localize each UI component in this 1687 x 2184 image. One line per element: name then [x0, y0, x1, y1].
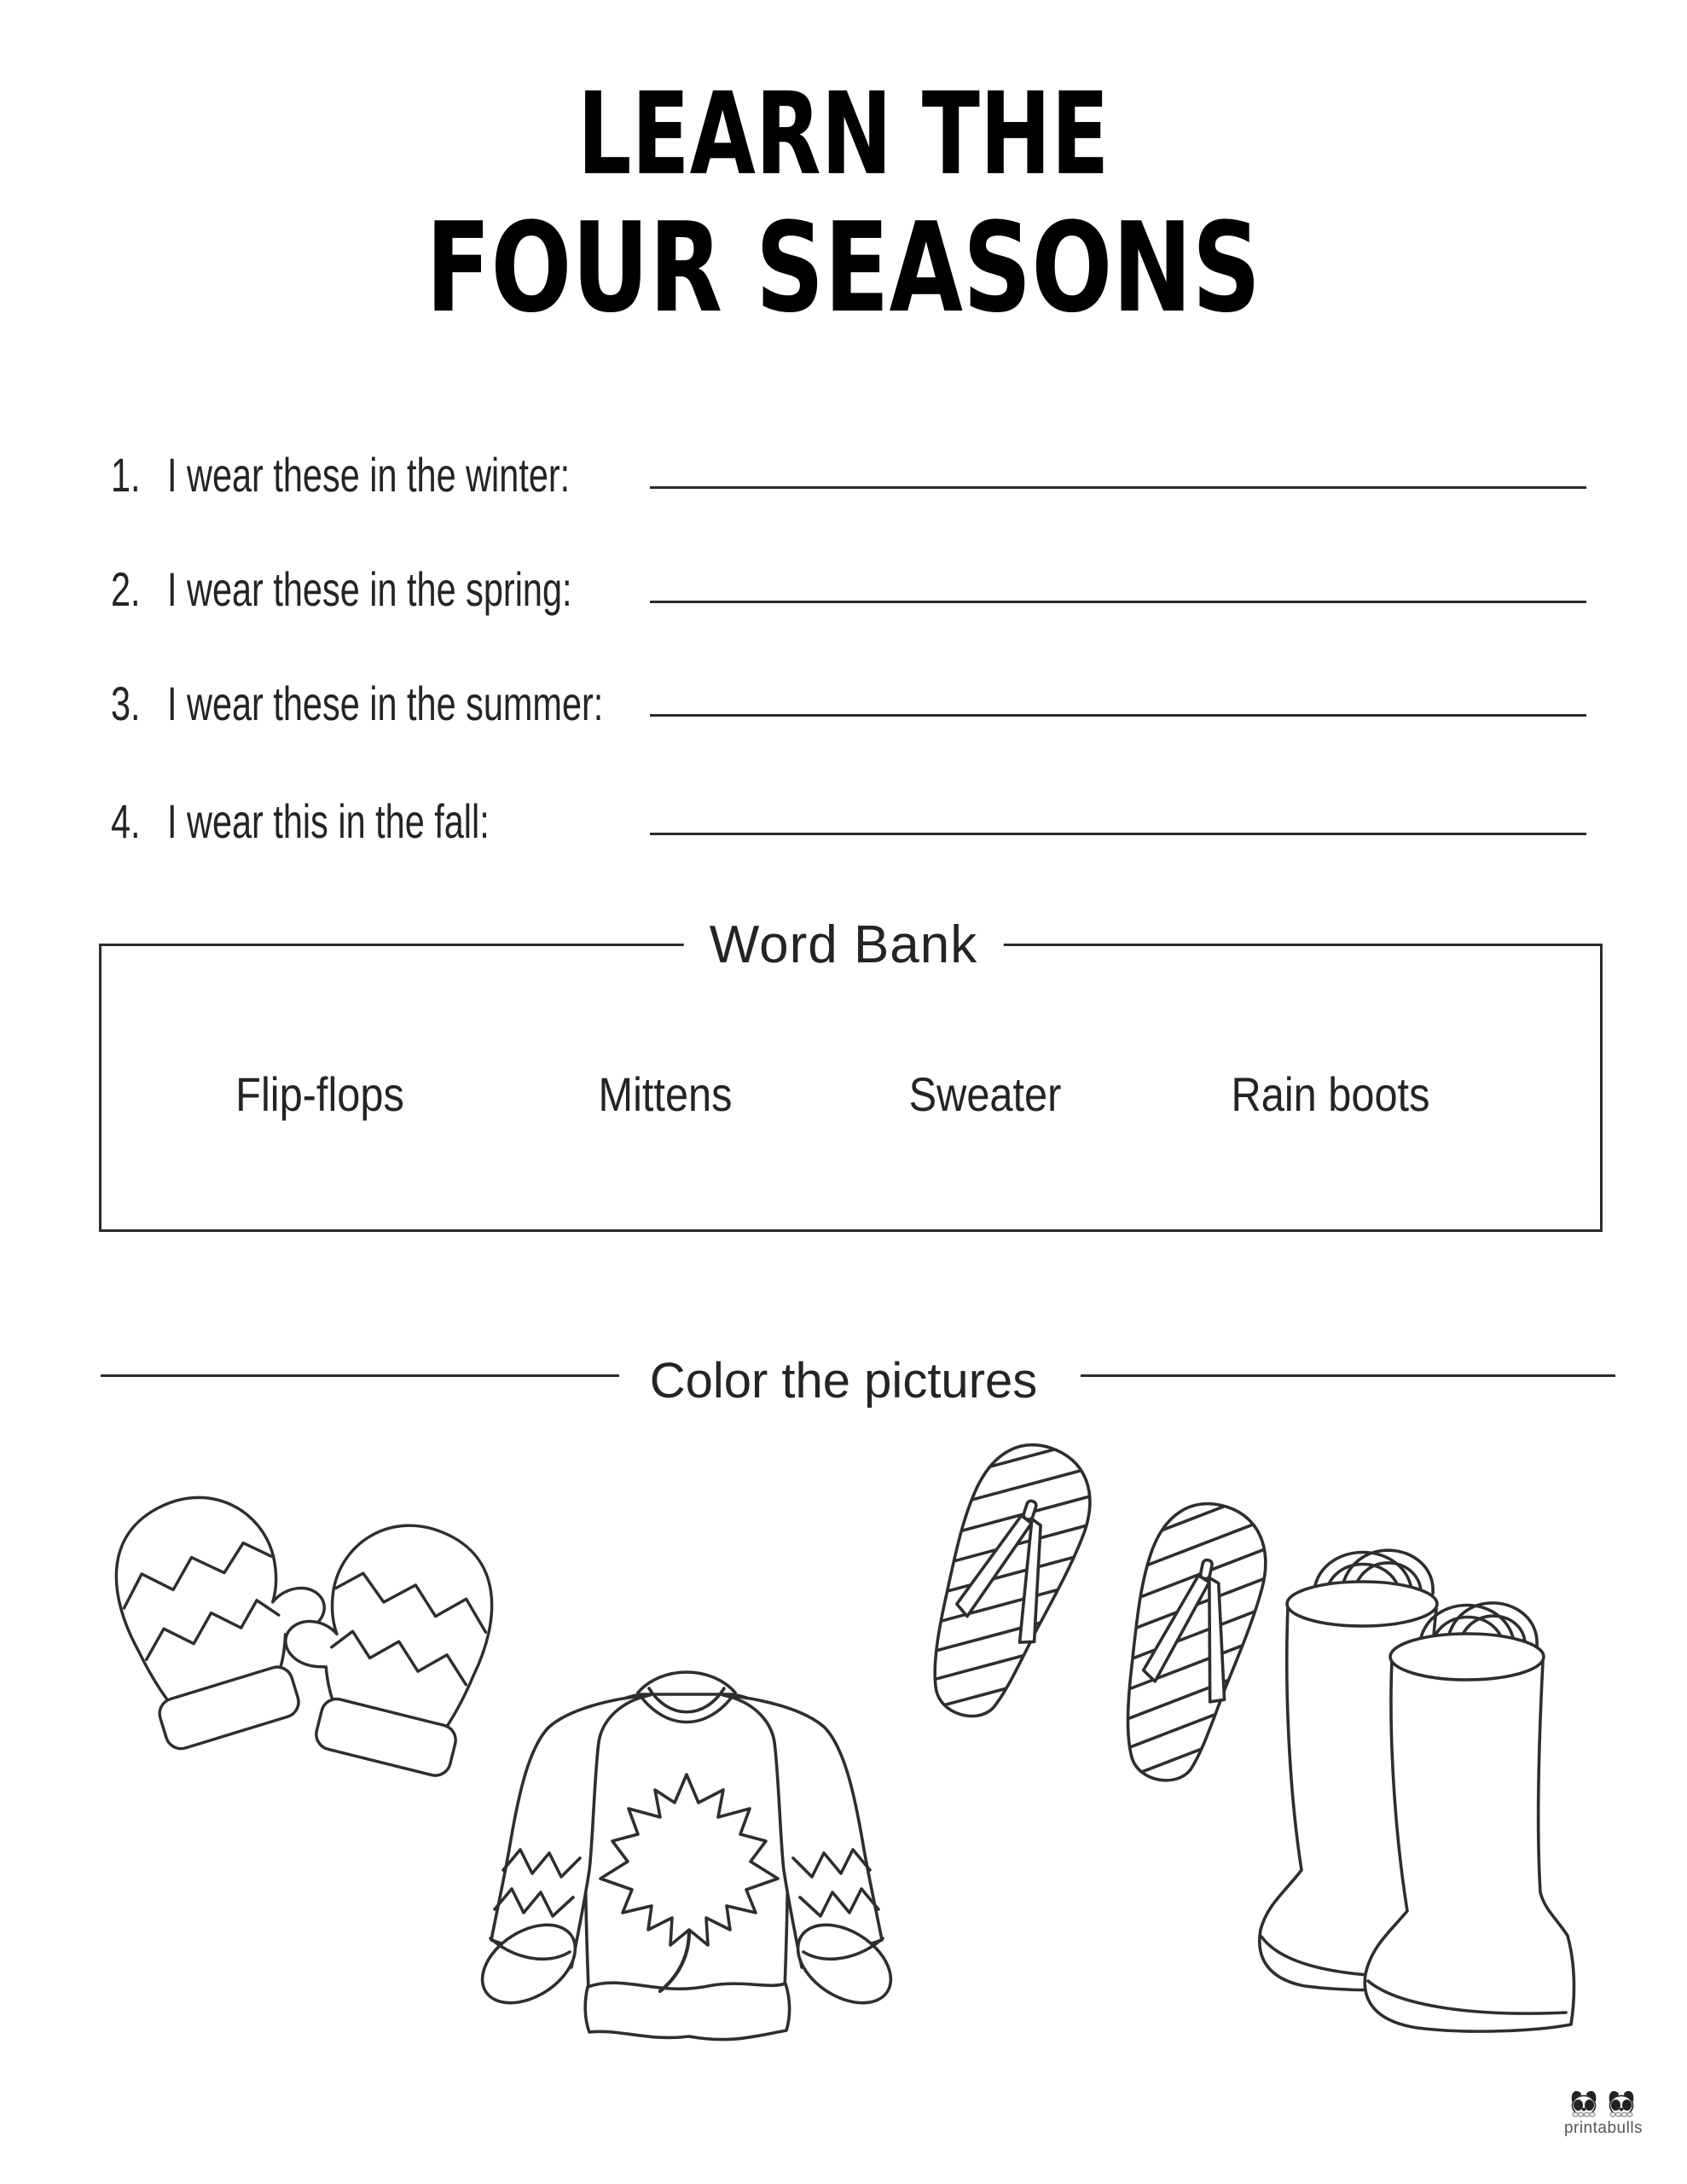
color-section-title: Color the pictures — [649, 1353, 1038, 1409]
question-3-number: 3. — [111, 677, 141, 730]
question-1-text: I wear these in the winter: — [167, 448, 571, 502]
question-3-text: I wear these in the summer: — [167, 677, 604, 730]
rain-boots-illustration — [1252, 1512, 1606, 2039]
word-sweater: Sweater — [908, 1067, 1062, 1121]
brand-name: printabulls — [1563, 2119, 1644, 2137]
word-mittens: Mittens — [598, 1067, 733, 1121]
question-4-answer-line — [650, 833, 1586, 835]
word-bank-word-mittens — [588, 1066, 743, 1122]
word-flip-flops: Flip-flops — [235, 1067, 404, 1121]
divider-line-right — [1081, 1374, 1615, 1377]
word-bank-word-sweater — [897, 1066, 1072, 1122]
question-4-number: 4. — [111, 794, 141, 848]
question-4-text: I wear this in the fall: — [167, 794, 490, 848]
sweater-illustration — [452, 1647, 921, 2056]
page-title-line1 — [0, 69, 1687, 200]
question-2-number: 2. — [111, 562, 141, 616]
question-1-number: 1. — [111, 448, 141, 502]
mittens-illustration — [70, 1416, 479, 1804]
page-title-line2 — [0, 196, 1687, 340]
printabulls-dogs-icon — [1569, 2088, 1638, 2119]
word-rain-boots: Rain boots — [1231, 1067, 1430, 1121]
page-title-text2: FOUR SEASONS — [426, 196, 1261, 340]
flip-flops-illustration — [921, 1426, 1279, 1849]
question-3-answer-line — [650, 714, 1586, 717]
question-2-answer-line — [650, 601, 1586, 603]
word-bank-title: Word Bank — [684, 915, 1004, 975]
question-2-text: I wear these in the spring: — [167, 562, 572, 616]
word-bank-word-rain-boots — [1216, 1066, 1445, 1122]
brand-logo — [1545, 2088, 1661, 2139]
question-1-answer-line — [650, 486, 1586, 489]
word-bank-word-flip-flops — [223, 1066, 416, 1122]
page-title-text1: LEARN THE — [577, 69, 1110, 200]
